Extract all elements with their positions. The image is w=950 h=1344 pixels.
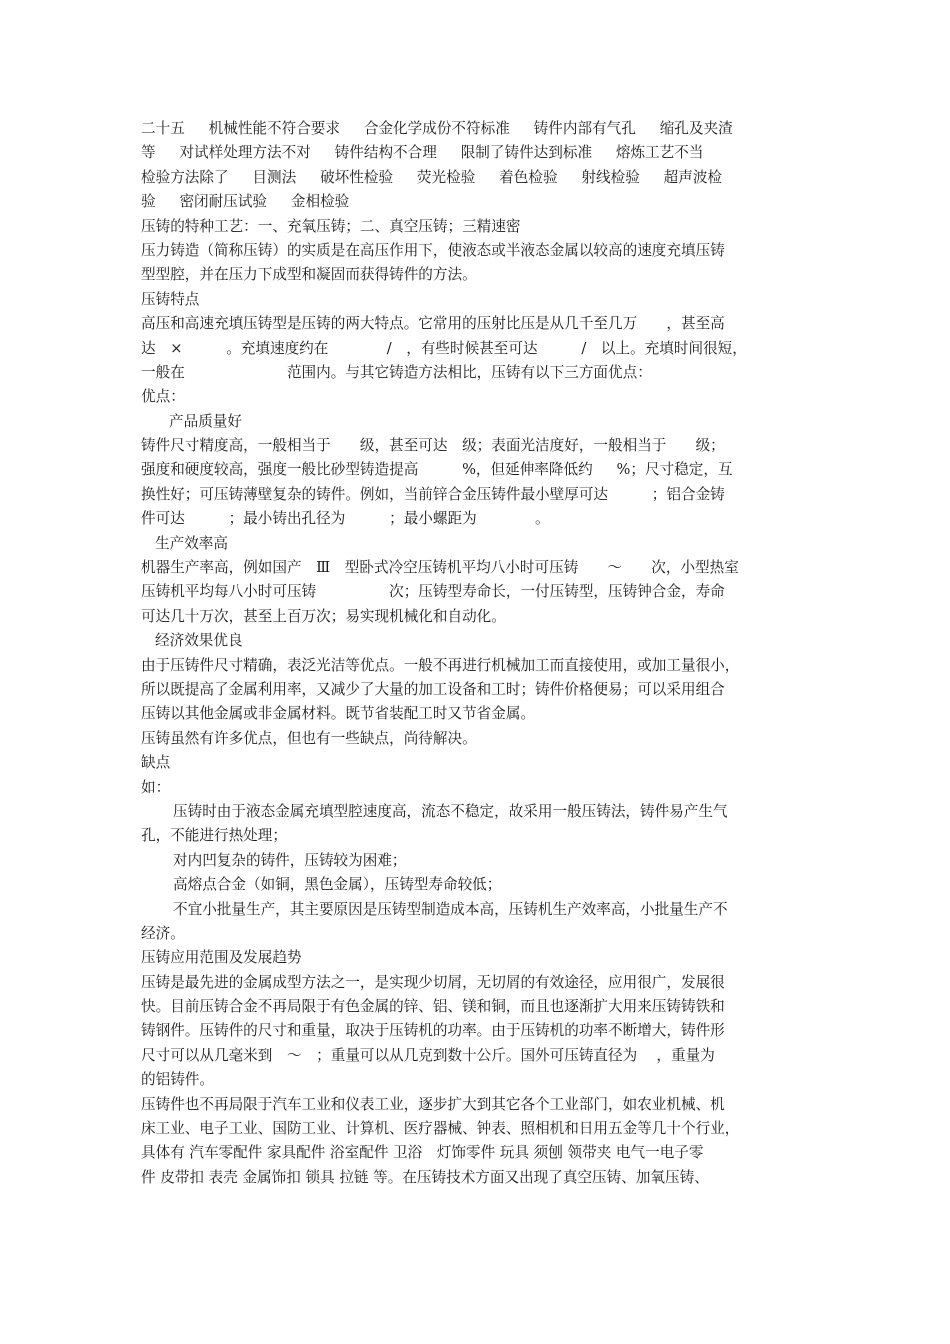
text-line: 压铸以其他金属或非金属材料。既节省装配工时又节省金属。 — [141, 705, 536, 723]
text-line: 具体有 汽车零配件 家具配件 浴室配件 卫浴 灯饰零件 玩具 须刨 领带夹 电气一电子零 — [141, 1144, 704, 1162]
text-line: 一般在 范围内。与其它铸造方法相比，压铸有以下三方面优点： — [141, 363, 652, 381]
text-line: 优点： — [141, 388, 185, 406]
text-line: 高压和高速充填压铸型是压铸的两大特点。它常用的压射比压是从几千至几万 ，甚至高 — [141, 315, 725, 333]
text-line: 压铸应用范围及发展趋势 — [141, 949, 302, 967]
text-line: 不宜小批量生产，其主要原因是压铸型制造成本高，压铸机生产效率高，小批量生产不 — [173, 900, 728, 918]
text-line: 铸钢件。压铸件的尺寸和重量，取决于压铸机的功率。由于压铸机的功率不断增大，铸件形 — [141, 1022, 725, 1040]
text-line: 经济。 — [141, 924, 185, 942]
text-line: 的铝铸件。 — [141, 1071, 214, 1089]
text-line: 铸件尺寸精度高，一般相当于 级，甚至可达 级；表面光洁度好，一般相当于 级； — [141, 437, 725, 455]
text-line: 缺点 — [141, 754, 171, 772]
text-line: 等 对试样处理方法不对 铸件结构不合理 限制了铸件达到标准 熔炼工艺不当 — [141, 144, 704, 162]
text-line: 高熔点合金（如铜，黑色金属），压铸型寿命较低； — [173, 876, 502, 894]
text-line: 件可达 ；最小铸出孔径为 ；最小螺距为 。 — [141, 510, 550, 528]
text-line: 达 × 。充填速度约在 / ，有些时候甚至可达 / 以上。充填时间很短， — [141, 339, 747, 357]
text-line: 尺寸可以从几毫米到 ～ ；重量可以从几克到数十公斤。国外可压铸直径为 ，重量为 — [141, 1046, 715, 1064]
text-line: 验 密闭耐压试验 金相检验 — [141, 193, 350, 211]
text-line: 压铸虽然有许多优点，但也有一些缺点，尚待解决。 — [141, 729, 477, 747]
text-line: 压力铸造（简称压铸）的实质是在高压作用下，使液态或半液态金属以较高的速度充填压铸 — [141, 241, 725, 259]
text-line: 压铸的特种工艺：一、充氧压铸；二、真空压铸；三精速密 — [141, 217, 521, 235]
text-line: 压铸特点 — [141, 290, 200, 308]
text-line: 检验方法除了 目测法 破坏性检验 荧光检验 着色检验 射线检验 超声波检 — [141, 168, 723, 186]
text-line: 型型腔，并在压力下成型和凝固而获得铸件的方法。 — [141, 266, 477, 284]
text-line: 经济效果优良 — [155, 632, 243, 650]
text-line: 可达几十万次，甚至上百万次；易实现机械化和自动化。 — [141, 607, 506, 625]
text-line: 生产效率高 — [155, 534, 228, 552]
text-line: 如： — [141, 778, 171, 796]
document-body — [141, 117, 821, 1190]
text-line: 孔，不能进行热处理； — [141, 827, 287, 845]
text-line: 压铸机平均每八小时可压铸 次；压铸型寿命长，一付压铸型，压铸钟合金，寿命 — [141, 583, 725, 601]
text-line: 产品质量好 — [169, 412, 242, 430]
text-line: 由于压铸件尺寸精确，表泛光洁等优点。一般不再进行机械加工而直接使用，或加工量很小， — [141, 656, 740, 674]
text-line: 强度和硬度较高，强度一般比砂型铸造提高 %，但延伸率降低约 %；尺寸稳定，互 — [141, 461, 733, 479]
text-line: 换性好；可压铸薄壁复杂的铸件。例如，当前锌合金压铸件最小壁厚可达 ；铝合金铸 — [141, 485, 725, 503]
text-line: 件 皮带扣 表壳 金属饰扣 锁具 拉链 等。在压铸技术方面又出现了真空压铸、加氧压铸、 — [141, 1168, 709, 1186]
text-line: 机器生产率高，例如国产 Ⅲ 型卧式冷空压铸机平均八小时可压铸 ～ 次，小型热室 — [141, 559, 739, 577]
text-line: 压铸件也不再局限于汽车工业和仪表工业，逐步扩大到其它各个工业部门，如农业机械、机 — [141, 1095, 725, 1113]
text-line: 所以既提高了金属利用率，又减少了大量的加工设备和工时；铸件价格便易；可以采用组合 — [141, 680, 725, 698]
text-line: 压铸是最先进的金属成型方法之一，是实现少切屑，无切屑的有效途径，应用很广，发展很 — [141, 973, 725, 991]
text-line: 二十五 机械性能不符合要求 合金化学成份不符标准 铸件内部有气孔 缩孔及夹渣 — [141, 120, 733, 137]
text-line: 对内凹复杂的铸件，压铸较为困难； — [173, 851, 407, 869]
text-line: 压铸时由于液态金属充填型腔速度高，流态不稳定，故采用一般压铸法，铸件易产生气 — [173, 802, 728, 820]
text-line: 快。目前压铸合金不再局限于有色金属的锌、铝、镁和铜，而且也逐渐扩大用来压铸铸铁和 — [141, 998, 725, 1016]
text-line: 床工业、电子工业、国防工业、计算机、医疗器械、钟表、照相机和日用五金等几十个行业， — [141, 1120, 740, 1138]
